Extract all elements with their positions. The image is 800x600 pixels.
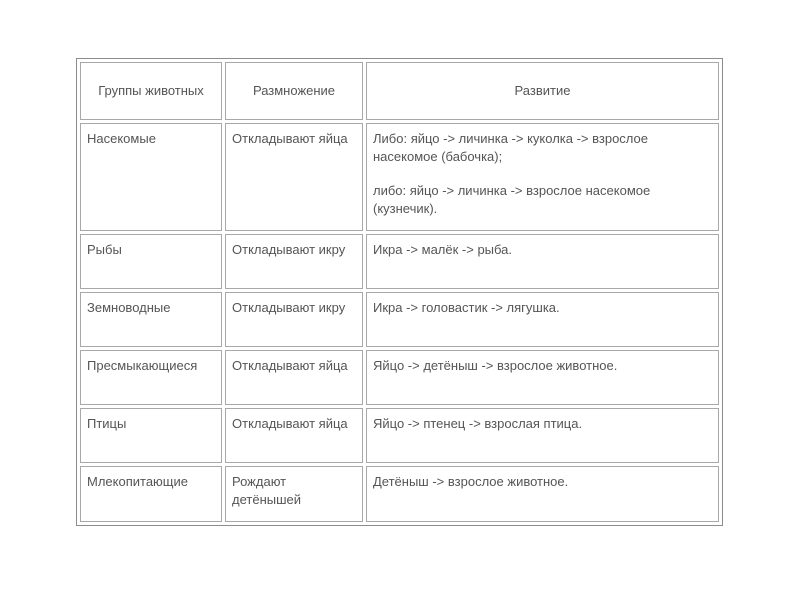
animal-reproduction-table bbox=[76, 58, 723, 526]
table-row bbox=[80, 466, 719, 522]
header-group: Группы животных bbox=[80, 62, 222, 120]
cell-reproduction: Откладывают икру bbox=[225, 234, 363, 289]
development-variant-1: Либо: яйцо -> личинка -> куколка -> взрослое насекомое (бабочка); bbox=[373, 131, 648, 164]
cell-reproduction: Откладывают яйца bbox=[225, 408, 363, 463]
header-development: Развитие bbox=[366, 62, 719, 120]
table-row bbox=[80, 350, 719, 405]
cell-development: Яйцо -> птенец -> взрослая птица. bbox=[366, 408, 719, 463]
cell-development: Икра -> головастик -> лягушка. bbox=[366, 292, 719, 347]
table-row bbox=[80, 123, 719, 231]
cell-group: Птицы bbox=[80, 408, 222, 463]
cell-development: Детёныш -> взрослое животное. bbox=[366, 466, 719, 522]
cell-group: Млекопитающие bbox=[80, 466, 222, 522]
cell-group: Рыбы bbox=[80, 234, 222, 289]
cell-reproduction: Откладывают яйца bbox=[225, 350, 363, 405]
cell-development: Яйцо -> детёныш -> взрослое животное. bbox=[366, 350, 719, 405]
table-row bbox=[80, 234, 719, 289]
cell-group: Земноводные bbox=[80, 292, 222, 347]
cell-reproduction: Откладывают икру bbox=[225, 292, 363, 347]
table-row bbox=[80, 408, 719, 463]
table-header-row bbox=[80, 62, 719, 120]
cell-reproduction: Рождают детёнышей bbox=[225, 466, 363, 522]
cell-group: Пресмыкающиеся bbox=[80, 350, 222, 405]
header-reproduction: Размножение bbox=[225, 62, 363, 120]
cell-development: Икра -> малёк -> рыба. bbox=[366, 234, 719, 289]
cell-reproduction: Откладывают яйца bbox=[225, 123, 363, 231]
cell-development bbox=[366, 123, 719, 231]
development-variant-2: либо: яйцо -> личинка -> взрослое насекомое (кузнечик). bbox=[373, 183, 651, 216]
table-row bbox=[80, 292, 719, 347]
cell-group: Насекомые bbox=[80, 123, 222, 231]
